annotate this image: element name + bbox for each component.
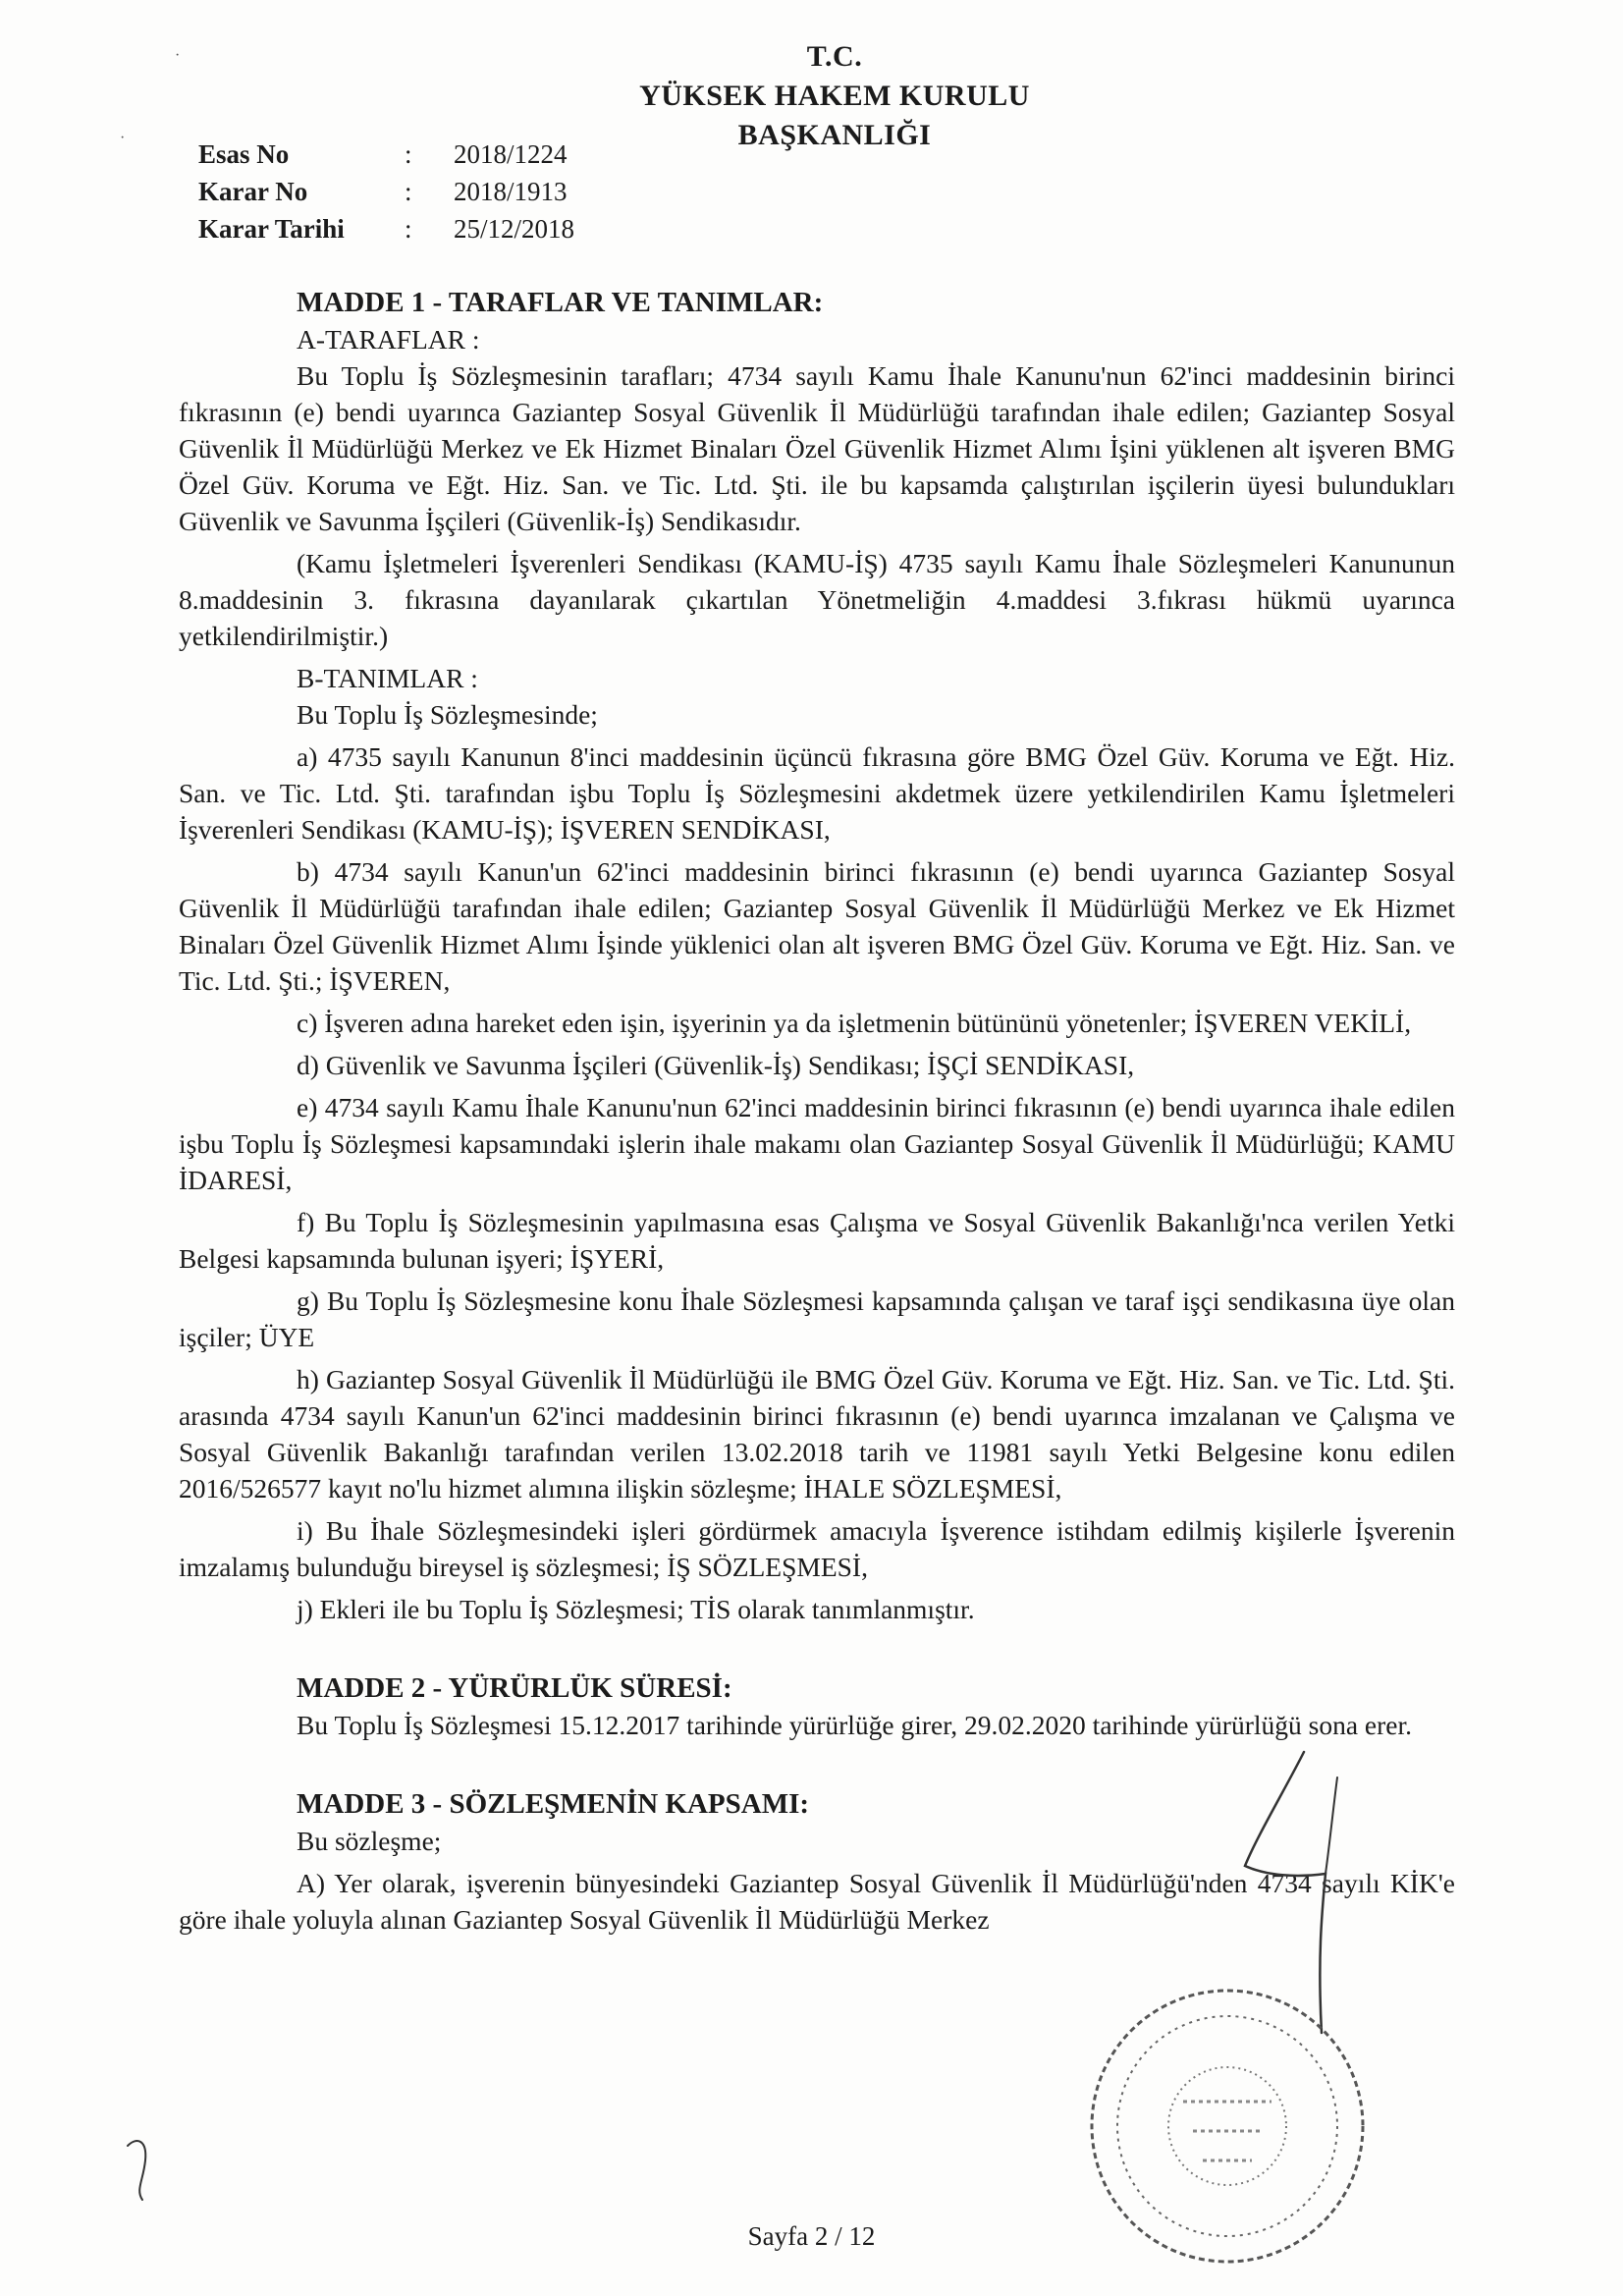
meta-row-esas [198, 136, 574, 173]
definition-item: i) Bu İhale Sözleşmesindeki işleri gördürmek amacıyla İşverence istihdam edilmiş kişilerle İşverenin imzalamış bulunduğu bireysel iş sözleşmesi; İŞ SÖZLEŞMESİ, [179, 1515, 1455, 1582]
case-metadata [198, 136, 574, 247]
meta-value: 25/12/2018 [454, 214, 575, 244]
meta-value: 2018/1913 [454, 177, 568, 206]
paragraph: (Kamu İşletmeleri İşverenleri Sendikası (KAMU-İŞ) 4735 sayılı Kamu İhale Sözleşmeleri Kanununun 8.maddesinin 3. fıkrasına dayanılarak çıkartılan Yönetmeliğin 4.maddesi 3.fıkrası hükmü uyarınca yetkilendirilmiştir.) [179, 548, 1455, 651]
paragraph: Bu Toplu İş Sözleşmesinin tarafları; 4734 sayılı Kamu İhale Kanunu'nun 62'inci maddesinin birinci fıkrasının (e) bendi uyarınca Gaziantep Sosyal Güvenlik İl Müdürlüğü tarafından ihale edilen; Gaziantep Sosyal Güvenlik İl Müdürlüğü Merkez ve Ek Hizmet Binaları Özel Güvenlik Hizmet Alımı İşini yüklenen alt işveren BMG Özel Güv. Koruma ve Eğt. Hiz. San. ve Tic. Ltd. Şti. ile bu kapsamda çalıştırılan işçilerin üyesi bulundukları Güvenlik ve Savunma İşçileri (Güvenlik-İş) Sendikasıdır. [179, 360, 1455, 536]
meta-row-tarih [198, 210, 574, 247]
handwritten-margin-mark [118, 2126, 187, 2205]
header-line-3: BAŞKANLIĞI [737, 119, 932, 151]
definition-item: h) Gaziantep Sosyal Güvenlik İl Müdürlüğü ile BMG Özel Güv. Koruma ve Eğt. Hiz. San. ve Tic. Ltd. Şti. arasında 4734 sayılı Kanun'un 62'inci maddesinin birinci fıkrasının (e) bendi uyarınca imzalanan ve Çalışma ve Sosyal Güvenlik Bakanlığı tarafından verilen 13.02.2018 tarih ve 11981 sayılı Yetki Belgesine konu edilen 2016/526577 kayıt no'lu hizmet alımına ilişkin sözleşme; İHALE SÖZLEŞMESİ, [179, 1364, 1455, 1503]
scan-speck: · [175, 47, 181, 64]
meta-label: Esas No [198, 139, 290, 169]
meta-colon: : [405, 214, 412, 244]
subhead-taraflar: A-TARAFLAR : [297, 324, 480, 355]
definition-item: a) 4735 sayılı Kanunun 8'inci maddesinin üçüncü fıkrasına göre BMG Özel Güv. Koruma ve Eğt. Hiz. San. ve Tic. Ltd. Şti. tarafından işbu Toplu İş Sözleşmesini akdetmek üzere yetkilendirilen Kamu İşletmeleri İşverenleri Sendikası (KAMU-İŞ); İŞVEREN SENDİKASI, [179, 741, 1455, 845]
definition-item: j) Ekleri ile bu Toplu İş Sözleşmesi; TİS olarak tanımlanmıştır. [297, 1594, 975, 1624]
definition-item: e) 4734 sayılı Kamu İhale Kanunu'nun 62'inci maddesinin birinci fıkrasının (e) bendi uyarınca ihale edilen işbu Toplu İş Sözleşmesi kapsamındaki işlerin ihale makamı olan Gaziantep Sosyal Güvenlik İl Müdürlüğü; KAMU İDARESİ, [179, 1092, 1455, 1195]
definition-item: c) İşveren adına hareket eden işin, işyerinin ya da işletmenin bütününü yönetenler; İŞVEREN VEKİLİ, [297, 1008, 1412, 1038]
subhead-tanimlar: B-TANIMLAR : [297, 663, 478, 693]
definition-item: b) 4734 sayılı Kanun'un 62'inci maddesinin birinci fıkrasının (e) bendi uyarınca Gaziantep Sosyal Güvenlik İl Müdürlüğü tarafından ihale edilen; Gaziantep Sosyal Güvenlik İl Müdürlüğü Merkez ve Ek Hizmet Binaları Özel Güvenlik Hizmet Alımı İşinde yüklenici olan alt işveren BMG Özel Güv. Koruma ve Eğt. Hiz. San. ve Tic. Ltd. Şti.; İŞVEREN, [179, 856, 1455, 996]
issuer-header [589, 37, 1080, 155]
article-1-title: MADDE 1 - TARAFLAR VE TANIMLAR: [297, 287, 824, 318]
article-3-title: MADDE 3 - SÖZLEŞMENİN KAPSAMI: [297, 1788, 810, 1820]
meta-label: Karar Tarihi [198, 214, 345, 244]
definition-item: f) Bu Toplu İş Sözleşmesinin yapılmasına esas Çalışma ve Sosyal Güvenlik Bakanlığı'nca verilen Yetki Belgesi kapsamında bulunan işyeri; İŞYERİ, [179, 1207, 1455, 1274]
spacer [179, 1633, 1455, 1670]
meta-row-karar [198, 173, 574, 210]
definition-item: g) Bu Toplu İş Sözleşmesine konu İhale Sözleşmesi kapsamında çalışan ve taraf işçi sendikasına üye olan işçiler; ÜYE [179, 1285, 1455, 1352]
scan-speck: · [120, 130, 126, 146]
paragraph: Bu Toplu İş Sözleşmesinde; [297, 699, 598, 730]
page-number: Sayfa 2 / 12 [747, 2221, 876, 2251]
header-line-2: YÜKSEK HAKEM KURULU [639, 80, 1030, 112]
article-2-title: MADDE 2 - YÜRÜRLÜK SÜRESİ: [297, 1672, 732, 1704]
definition-item: d) Güvenlik ve Savunma İşçileri (Güvenlik-İş) Sendikası; İŞÇİ SENDİKASI, [297, 1050, 1135, 1080]
meta-value: 2018/1224 [454, 139, 568, 169]
header-line-1: T.C. [806, 40, 863, 73]
paragraph: A) Yer olarak, işverenin bünyesindeki Gaziantep Sosyal Güvenlik İl Müdürlüğü'nden 4734 sayılı KİK'e göre ihale yoluyla alınan Gaziantep Sosyal Güvenlik İl Müdürlüğü Merkez [179, 1868, 1455, 1935]
meta-colon: : [405, 177, 412, 206]
meta-colon: : [405, 139, 412, 169]
paragraph: Bu Toplu İş Sözleşmesi 15.12.2017 tarihinde yürürlüğe girer, 29.02.2020 tarihinde yürürlüğü sona erer. [297, 1710, 1412, 1740]
document-body [179, 285, 1455, 1943]
meta-label: Karar No [198, 177, 308, 206]
paragraph: Bu sözleşme; [297, 1826, 442, 1856]
